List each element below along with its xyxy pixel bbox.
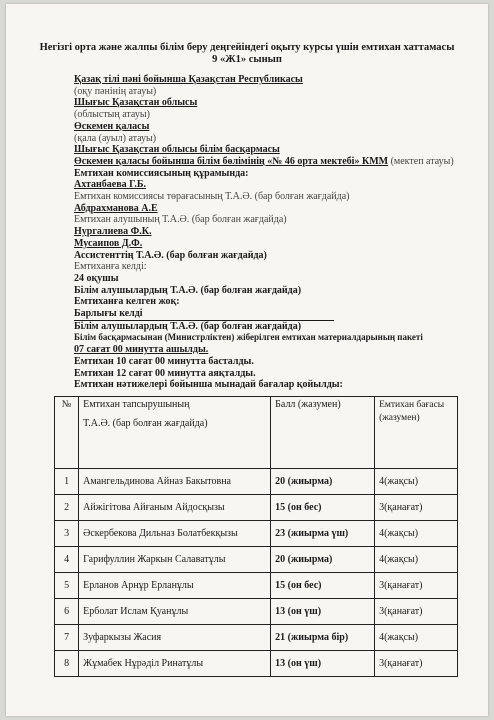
came-count: 24 оқушы xyxy=(74,272,119,284)
row-name: Әскербекова Дильназ Болатбекқызы xyxy=(79,521,271,547)
member1-name: Нургалиева Ф.К. xyxy=(74,226,152,238)
row-num: 8 xyxy=(55,651,79,677)
row-grade: 3(қанағат) xyxy=(375,573,458,599)
examiner-hint: Емтихан алушының Т.А.Ә. (бар болған жағдайда) xyxy=(74,214,287,226)
table-row xyxy=(55,547,458,573)
came-label: Емтиханға келді: xyxy=(74,261,147,273)
protocol-page xyxy=(6,4,488,716)
header-name-line1: Емтихан тапсырушының xyxy=(83,399,190,410)
row-name: Ерболат Ислам Қуанұлы xyxy=(79,599,271,625)
department-field: Шығыс Қазақстан облысы білім басқармасы xyxy=(74,144,280,156)
city-field: Өскемен қаласы xyxy=(74,120,150,132)
students-hint-1: Білім алушылардың Т.А.Ә. (бар болған жағдайда) xyxy=(74,284,302,296)
students-hint-2: Білім алушылардың Т.А.Ә. (бар болған жағдайда) xyxy=(74,320,302,332)
row-num: 3 xyxy=(55,521,79,547)
header-grade: Емтихан бағасы (жазумен) xyxy=(375,397,458,469)
row-name: Зуфаркызы Жасия xyxy=(79,625,271,651)
school-line xyxy=(74,156,474,168)
row-grade: 4(жақсы) xyxy=(375,547,458,573)
row-score: 20 (жиырма) xyxy=(271,469,375,495)
header-score: Балл (жазумен) xyxy=(271,397,375,469)
region-field: Шығыс Қазақстан облысы xyxy=(74,97,198,109)
row-grade: 3(қанағат) xyxy=(375,599,458,625)
table-row xyxy=(55,625,458,651)
row-grade: 3(қанағат) xyxy=(375,495,458,521)
member2-name: Мусаипов Д.Ф. xyxy=(74,237,143,249)
package-time: 07 сағат 00 минутта ашылды. xyxy=(74,344,209,356)
row-score: 21 (жиырма бір) xyxy=(271,625,375,651)
row-num: 6 xyxy=(55,599,79,625)
row-name: Амангельдинова Айназ Бакытовна xyxy=(79,469,271,495)
absent-label: Емтиханға келген жоқ: xyxy=(74,296,180,308)
row-name: Ерланов Арнұр Ерланұлы xyxy=(79,573,271,599)
table-row xyxy=(55,469,458,495)
row-name: Айжігітова Айғаным Айдосқызы xyxy=(79,495,271,521)
chair-hint: Емтихан комиссиясы төрағасының Т.А.Ә. (бар болған жағдайда) xyxy=(74,191,350,203)
row-num: 5 xyxy=(55,573,79,599)
start-time: Емтихан 10 сағат 00 минутта басталды. xyxy=(74,355,254,367)
city-hint: (қала (ауыл) атауы) xyxy=(74,132,157,144)
row-score: 13 (он үш) xyxy=(271,599,375,625)
region-hint: (облыстың атауы) xyxy=(74,109,150,121)
table-row xyxy=(55,651,458,677)
class-title: 9 «Ж1» сынып xyxy=(212,54,282,65)
row-name: Гарифуллин Жаркын Салаватұлы xyxy=(79,547,271,573)
all-came: Барлығы келді xyxy=(74,308,334,321)
table-header-row xyxy=(55,397,458,469)
subject-field: Қазақ тілі пәні бойынша Қазақстан Республикасы xyxy=(74,74,303,85)
row-grade: 3(қанағат) xyxy=(375,651,458,677)
table-row xyxy=(55,573,458,599)
table-row xyxy=(55,495,458,521)
row-num: 7 xyxy=(55,625,79,651)
row-grade: 4(жақсы) xyxy=(375,521,458,547)
results-table xyxy=(54,396,458,677)
row-score: 13 (он үш) xyxy=(271,651,375,677)
row-score: 20 (жиырма) xyxy=(271,547,375,573)
row-num: 1 xyxy=(55,469,79,495)
row-score: 15 (он бес) xyxy=(271,573,375,599)
chair-name: Ахтанбаева Г.Б. xyxy=(74,179,146,191)
form-fields xyxy=(74,74,474,391)
header-num: № xyxy=(55,397,79,469)
table-row xyxy=(55,599,458,625)
header-name xyxy=(79,397,271,469)
row-grade: 4(жақсы) xyxy=(375,469,458,495)
table-row xyxy=(55,521,458,547)
school-hint: (мектеп атауы) xyxy=(390,155,454,167)
document-title: Негізгі орта және жалпы білім беру деңгейіндегі оқыту курсы үшін емтихан хаттамасы xyxy=(39,42,455,53)
row-grade: 4(жақсы) xyxy=(375,625,458,651)
school-field: Өскемен қаласы бойынша білім бөлімінің «№ 46 орта мектебі» КММ xyxy=(74,155,389,167)
row-name: Жұмабек Нұрәділ Ринатұлы xyxy=(79,651,271,677)
row-num: 4 xyxy=(55,547,79,573)
row-num: 2 xyxy=(55,495,79,521)
row-score: 23 (жиырма үш) xyxy=(271,521,375,547)
row-score: 15 (он бес) xyxy=(271,495,375,521)
examiner-name: Абдрахманова А.Е xyxy=(74,202,158,214)
end-time: Емтихан 12 сағат 00 минутта аяқталды. xyxy=(74,367,256,379)
results-label: Емтихан нәтижелері бойынша мынадай бағалар қойылды: xyxy=(74,379,343,391)
package-text: Білім басқармасынан (Министрліктен) жіберілген емтихан материалдарының пакеті xyxy=(74,332,423,343)
header-name-line2: Т.А.Ә. (бар болған жағдайда) xyxy=(83,418,208,429)
commission-label: Емтихан комиссиясының құрамында: xyxy=(74,167,249,179)
subject-hint: (оқу пәнінің атауы) xyxy=(74,85,157,97)
assistants-hint: Ассистенттің Т.А.Ә. (бар болған жағдайда) xyxy=(74,249,267,261)
